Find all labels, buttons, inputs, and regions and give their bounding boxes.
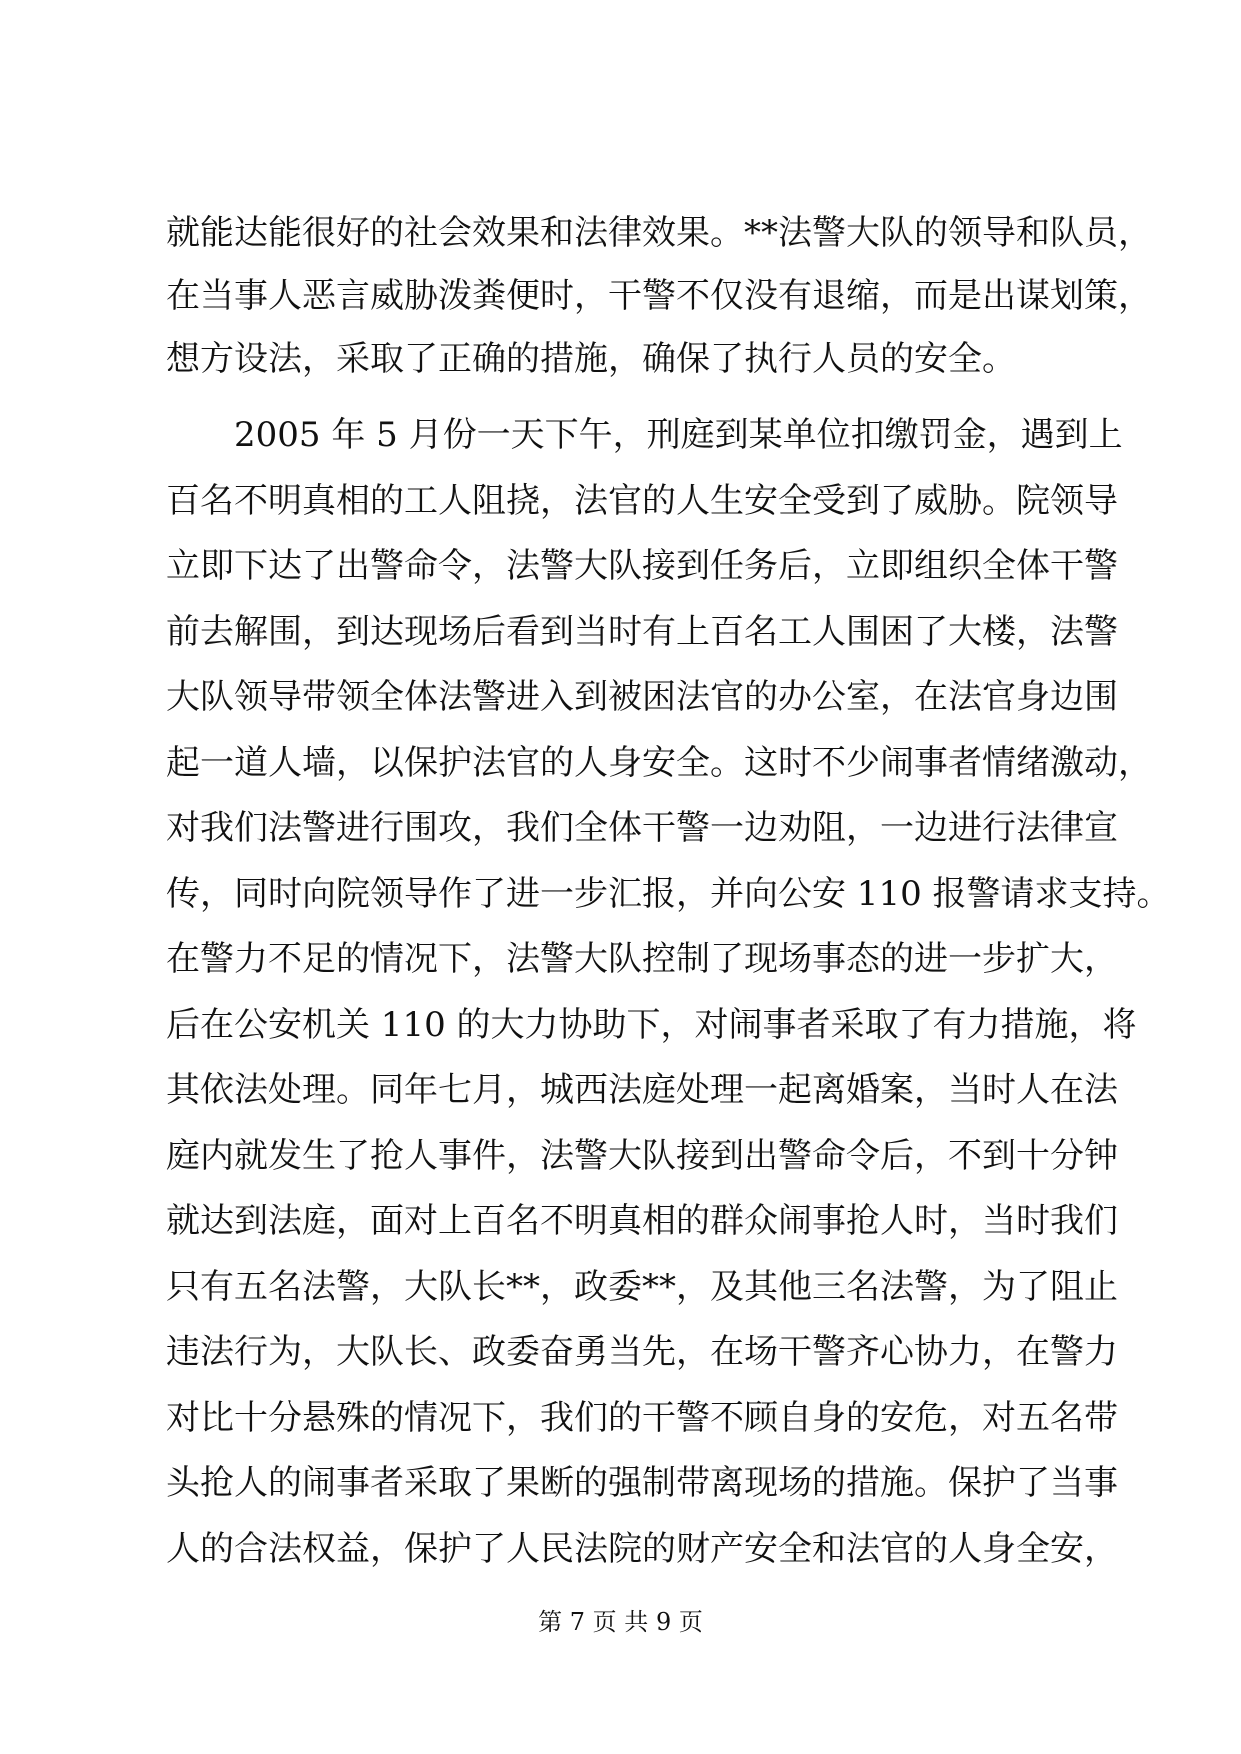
text-line-10: 对我们法警进行围攻，我们全体干警一边劝阻，一边进行法律宣 <box>166 808 1118 848</box>
text-line-4: 2005 年 5 月份一天下午，刑庭到某单位扣缴罚金，遇到上 <box>166 415 1123 455</box>
text-line-12: 在警力不足的情况下，法警大队控制了现场事态的进一步扩大， <box>166 939 1118 979</box>
text-line-5: 百名不明真相的工人阻挠，法官的人生安全受到了威胁。院领导 <box>166 481 1118 521</box>
text-line-8: 大队领导带领全体法警进入到被困法官的办公室，在法官身边围 <box>166 677 1118 717</box>
text-line-14: 其依法处理。同年七月，城西法庭处理一起离婚案，当时人在法 <box>166 1070 1118 1110</box>
text-line-7: 前去解围，到达现场后看到当时有上百名工人围困了大楼，法警 <box>166 612 1118 652</box>
text-line-16: 就达到法庭，面对上百名不明真相的群众闹事抢人时，当时我们 <box>166 1201 1118 1241</box>
text-line-1: 就能达能很好的社会效果和法律效果。**法警大队的领导和队员， <box>166 213 1152 253</box>
text-line-11: 传，同时向院领导作了进一步汇报，并向公安 110 报警请求支持。 <box>166 874 1171 914</box>
text-line-20: 头抢人的闹事者采取了果断的强制带离现场的措施。保护了当事 <box>166 1463 1118 1503</box>
text-line-2: 在当事人恶言威胁泼粪便时，干警不仅没有退缩，而是出谋划策， <box>166 276 1152 316</box>
text-line-19: 对比十分悬殊的情况下，我们的干警不顾自身的安危，对五名带 <box>166 1398 1118 1438</box>
text-line-6: 立即下达了出警命令，法警大队接到任务后，立即组织全体干警 <box>166 546 1118 586</box>
text-line-3: 想方设法，采取了正确的措施，确保了执行人员的安全。 <box>166 339 1016 379</box>
page-footer: 第 7 页 共 9 页 <box>538 1608 703 1636</box>
text-line-13: 后在公安机关 110 的大力协助下，对闹事者采取了有力措施，将 <box>166 1005 1137 1045</box>
text-line-9: 起一道人墙，以保护法官的人身安全。这时不少闹事者情绪激动， <box>166 743 1152 783</box>
text-line-18: 违法行为，大队长、政委奋勇当先，在场干警齐心协力，在警力 <box>166 1332 1118 1372</box>
text-line-17: 只有五名法警，大队长**，政委**，及其他三名法警，为了阻止 <box>166 1267 1118 1307</box>
text-line-15: 庭内就发生了抢人事件，法警大队接到出警命令后，不到十分钟 <box>166 1136 1118 1176</box>
text-line-21: 人的合法权益，保护了人民法院的财产安全和法官的人身全安， <box>166 1529 1118 1569</box>
